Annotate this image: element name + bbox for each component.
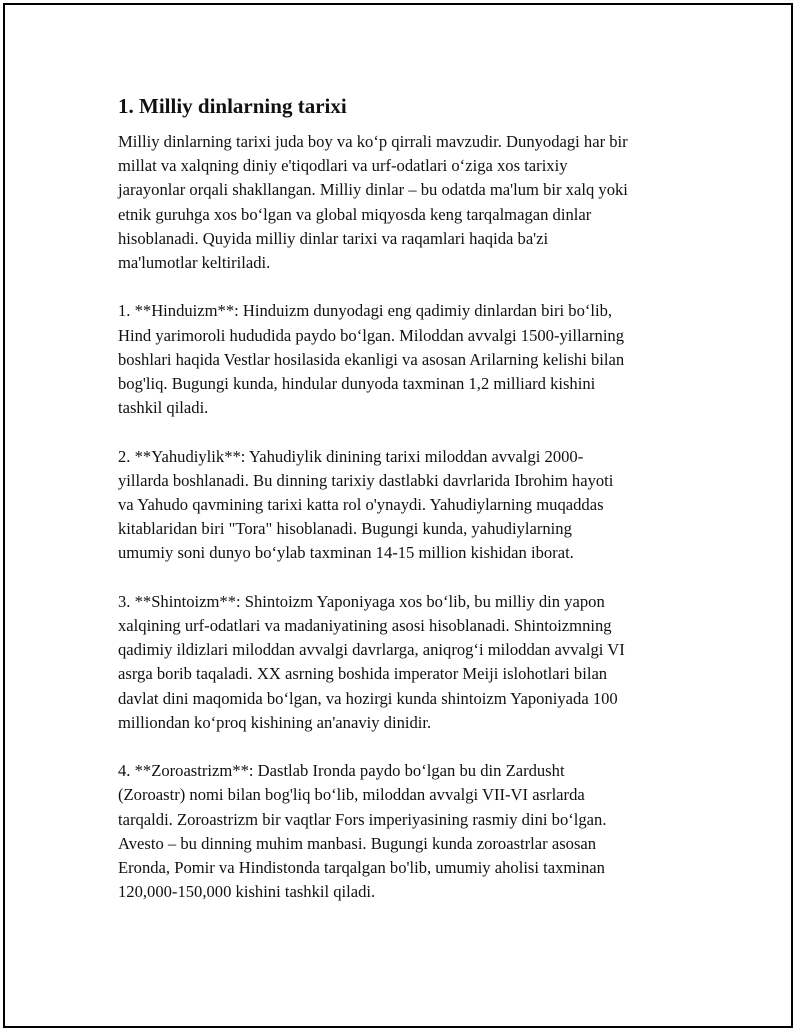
text-line: qadimiy ildizlari miloddan avvalgi davrlarga, aniqrog‘i miloddan avvalgi VI — [118, 640, 625, 660]
paragraph-4 — [118, 590, 688, 735]
text-line: asrga borib taqaladi. XX asrning boshida imperator Meiji islohotlari bilan — [118, 664, 608, 684]
text-line: 1. **Hinduizm**: Hinduizm dunyodagi eng qadimiy dinlardan biri bo‘lib, — [118, 301, 613, 321]
text-line: Avesto – bu dinning muhim manbasi. Bugungi kunda zoroastrlar asosan — [118, 833, 597, 853]
text-line: umumiy soni dunyo bo‘ylab taxminan 14-15 million kishidan iborat. — [118, 543, 574, 563]
paragraph-3 — [118, 445, 688, 566]
document-body — [118, 92, 688, 929]
text-line: (Zoroastr) nomi bilan bog'liq bo‘lib, miloddan avvalgi VII-VI asrlarda — [118, 785, 585, 805]
text-line: bog'liq. Bugungi kunda, hindular dunyoda taxminan 1,2 milliard kishini — [118, 374, 596, 394]
paragraph-list — [118, 130, 688, 904]
text-line: 4. **Zoroastrizm**: Dastlab Ironda paydo bo‘lgan bu din Zardusht — [118, 761, 565, 781]
text-line: ma'lumotlar keltiriladi. — [118, 253, 271, 273]
text-line: kitablaridan biri "Tora" hisoblanadi. Bugungi kunda, yahudiylarning — [118, 519, 572, 539]
paragraph-5 — [118, 759, 688, 904]
section-heading: 1. Milliy dinlarning tarixi — [118, 94, 347, 118]
text-line: 3. **Shintoizm**: Shintoizm Yaponiyaga xos bo‘lib, bu milliy din yapon — [118, 591, 605, 611]
text-line: Hind yarimoroli hududida paydo bo‘lgan. Miloddan avvalgi 1500-yillarning — [118, 325, 625, 345]
text-line: 2. **Yahudiylik**: Yahudiylik dinining tarixi miloddan avvalgi 2000- — [118, 446, 584, 466]
paragraph-1 — [118, 130, 688, 275]
text-line: 120,000-150,000 kishini tashkil qiladi. — [118, 882, 376, 902]
text-line: yillarda boshlanadi. Bu dinning tarixiy dastlabki davrlarida Ibrohim hayoti — [118, 470, 614, 490]
text-line: hisoblanadi. Quyida milliy dinlar tarixi va raqamlari haqida ba'zi — [118, 228, 549, 248]
text-line: xalqining urf-odatlari va madaniyatining asosi hisoblanadi. Shintoizmning — [118, 616, 612, 636]
text-line: etnik guruhga xos bo‘lgan va global miqyosda keng tarqalmagan dinlar — [118, 204, 592, 224]
paragraph-2 — [118, 299, 688, 420]
text-line: davlat dini maqomida bo‘lgan, va hozirgi kunda shintoizm Yaponiyada 100 — [118, 688, 618, 708]
text-line: milliondan ko‘proq kishining an'anaviy dinidir. — [118, 712, 432, 732]
text-line: tarqaldi. Zoroastrizm bir vaqtlar Fors imperiyasining rasmiy dini bo‘lgan. — [118, 809, 607, 829]
text-line: boshlari haqida Vestlar hosilasida ekanligi va asosan Arilarning kelishi bilan — [118, 349, 625, 369]
text-line: jarayonlar orqali shakllangan. Milliy dinlar – bu odatda ma'lum bir xalq yoki — [118, 180, 628, 200]
text-line: Milliy dinlarning tarixi juda boy va ko‘p qirrali mavzudir. Dunyodagi har bir — [118, 132, 628, 151]
text-line: va Yahudo qavmining tarixi katta rol o'ynaydi. Yahudiylarning muqaddas — [118, 495, 604, 515]
text-line: tashkil qiladi. — [118, 398, 209, 418]
text-line: millat va xalqning diniy e'tiqodlari va urf-odatlari o‘ziga xos tarixiy — [118, 156, 568, 176]
text-line: Eronda, Pomir va Hindistonda tarqalgan bo'lib, umumiy aholisi taxminan — [118, 858, 605, 878]
